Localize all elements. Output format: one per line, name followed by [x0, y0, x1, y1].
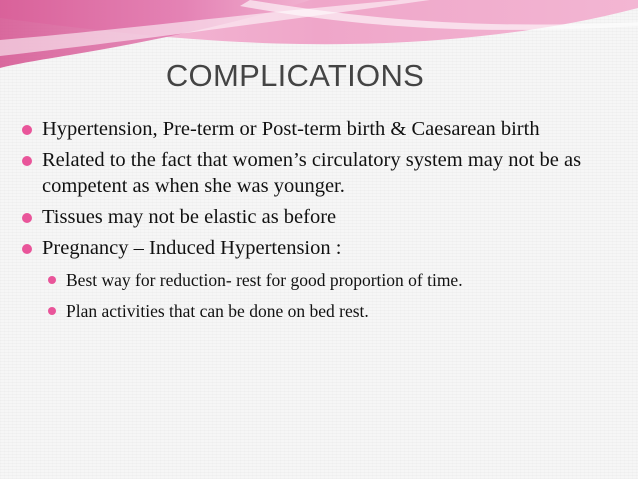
bullet-item [22, 116, 612, 142]
bullet-dot-icon [22, 213, 32, 223]
sub-bullet-item [22, 269, 612, 291]
sub-bullet-text: Best way for reduction- rest for good proportion of time. [66, 270, 463, 290]
slide-title: COMPLICATIONS [165, 58, 425, 93]
sub-bullet-dot-icon [48, 307, 56, 315]
bullet-dot-icon [22, 244, 32, 254]
bullet-text: Related to the fact that women’s circulatory system may not be as competent as when she was younger. [42, 149, 582, 197]
sub-bullet-dot-icon [48, 276, 56, 284]
sub-bullet-item [22, 300, 612, 322]
bullet-item [22, 204, 612, 230]
bullet-item [22, 235, 612, 261]
bullet-text: Tissues may not be elastic as before [42, 206, 337, 228]
bullet-text: Pregnancy – Induced Hypertension : [42, 237, 342, 259]
bullet-list [22, 116, 612, 331]
bullet-dot-icon [22, 156, 32, 166]
bullet-item [22, 147, 612, 199]
bullet-dot-icon [22, 125, 32, 135]
bullet-text: Hypertension, Pre-term or Post-term birth & Caesarean birth [42, 118, 540, 140]
sub-bullet-text: Plan activities that can be done on bed rest. [66, 301, 369, 321]
